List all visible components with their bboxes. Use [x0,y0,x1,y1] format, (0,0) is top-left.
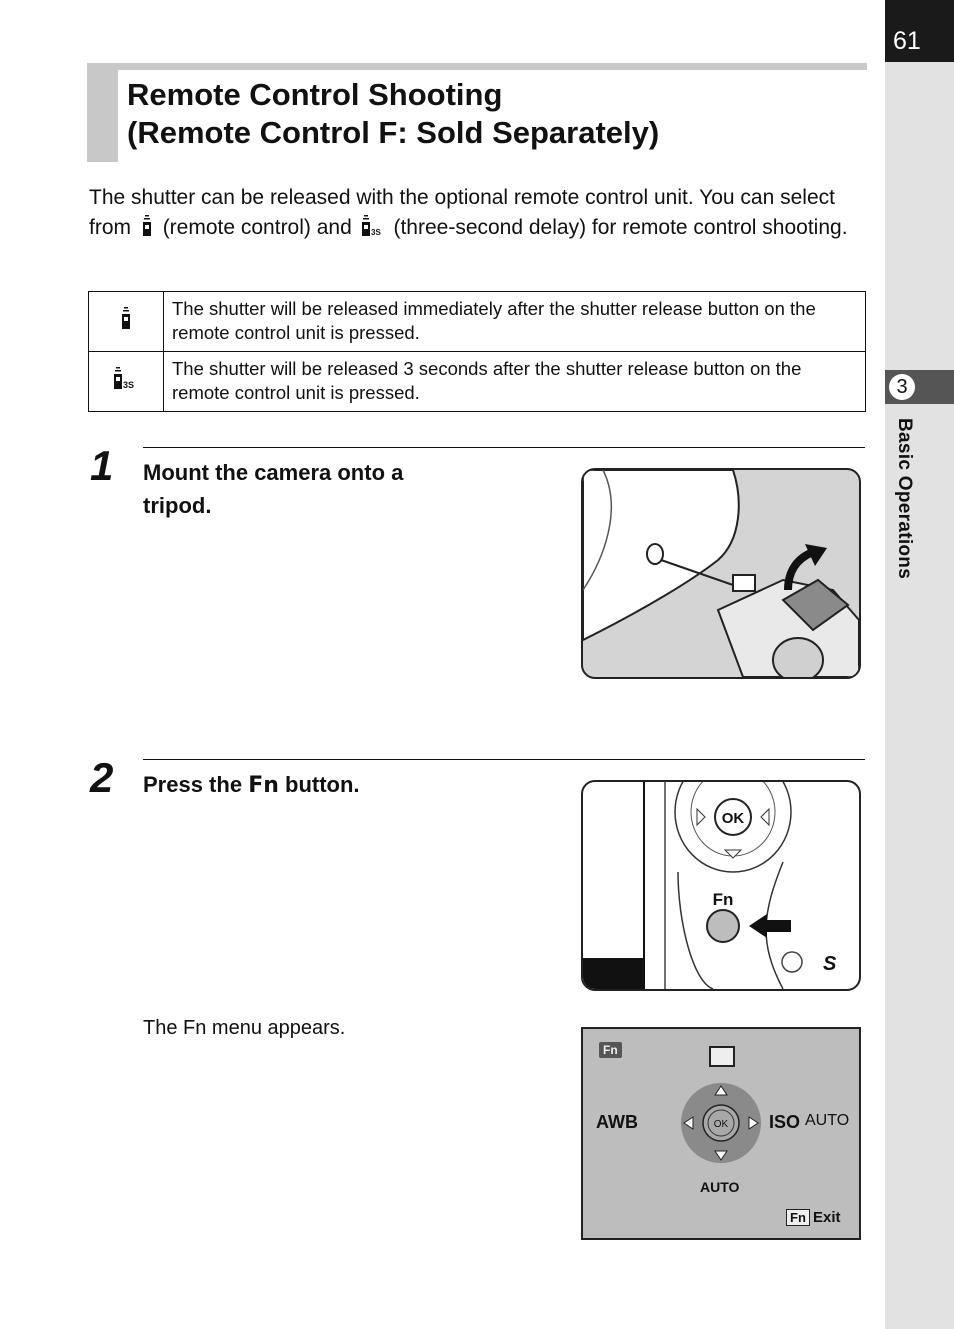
exit-label[interactable]: Exit [813,1209,841,1226]
svg-text:OK: OK [721,810,745,827]
camera-back-illustration [581,780,861,991]
white-balance-label[interactable]: AWB [596,1112,638,1132]
fn-menu-screen [581,1027,861,1240]
step-1-rule [143,447,865,448]
step-2-text [143,768,360,802]
fn-button-glyph: Fn [248,773,279,798]
step-1-line-2: tripod. [143,493,212,518]
title-line-2: (Remote Control F: Sold Separately) [127,115,660,150]
remote-3s-icon [362,215,384,246]
step-2-after: button. [285,772,360,797]
step-1-line-1: Mount the camera onto a [143,460,404,485]
svg-text:S: S [823,953,837,975]
title-line-1: Remote Control Shooting [127,77,503,112]
tripod-illustration [581,468,861,679]
page-title [127,76,659,152]
table-icon-cell [89,352,164,412]
table-icon-cell [89,292,164,352]
svg-text:3S: 3S [123,379,135,390]
svg-text:OK: OK [713,1119,729,1130]
title-bar-top [87,63,867,70]
auto-picture-label[interactable]: AUTO [700,1179,740,1195]
four-way-controller-icon [679,1081,763,1165]
iso-auto-label: AUTO [805,1112,850,1129]
title-bar-left [87,63,118,162]
svg-text:Fn: Fn [712,890,734,909]
fn-badge: Fn [599,1042,622,1058]
step-1-number: 1 [90,442,114,489]
intro-text-2: (remote control) and [162,216,352,239]
step-2-rule [143,759,865,760]
drive-mode-icon[interactable] [709,1046,735,1067]
remote-control-icon [120,314,132,335]
table-row [89,292,866,352]
table-row [89,352,866,412]
remote-3s-icon [114,374,138,395]
chapter-label: Basic Operations [894,418,915,580]
exit-fn-badge: Fn [786,1209,810,1226]
intro-paragraph [89,183,869,246]
modes-table [88,291,866,412]
intro-text-3: (three-second delay) for remote control shooting. [393,216,848,239]
chapter-number: 3 [889,374,915,400]
page-number: 61 [893,27,921,55]
step-2-before: Press the [143,772,243,797]
svg-text:3S: 3S [370,228,381,237]
step-1-text [143,456,403,522]
chapter-sidebar [885,0,954,1329]
step-2-number: 2 [90,754,114,801]
step-2-note: The Fn menu appears. [143,1017,346,1039]
remote-control-icon [141,215,153,246]
iso-label[interactable]: ISO [769,1112,801,1132]
table-description: The shutter will be released 3 seconds after the shutter release button on the remote control unit is pressed. [164,352,866,412]
intro-text-1: The shutter can be released with the optional remote control unit. You can select from [89,186,835,239]
table-description: The shutter will be released immediately after the shutter release button on the remote control unit is pressed. [164,292,866,352]
